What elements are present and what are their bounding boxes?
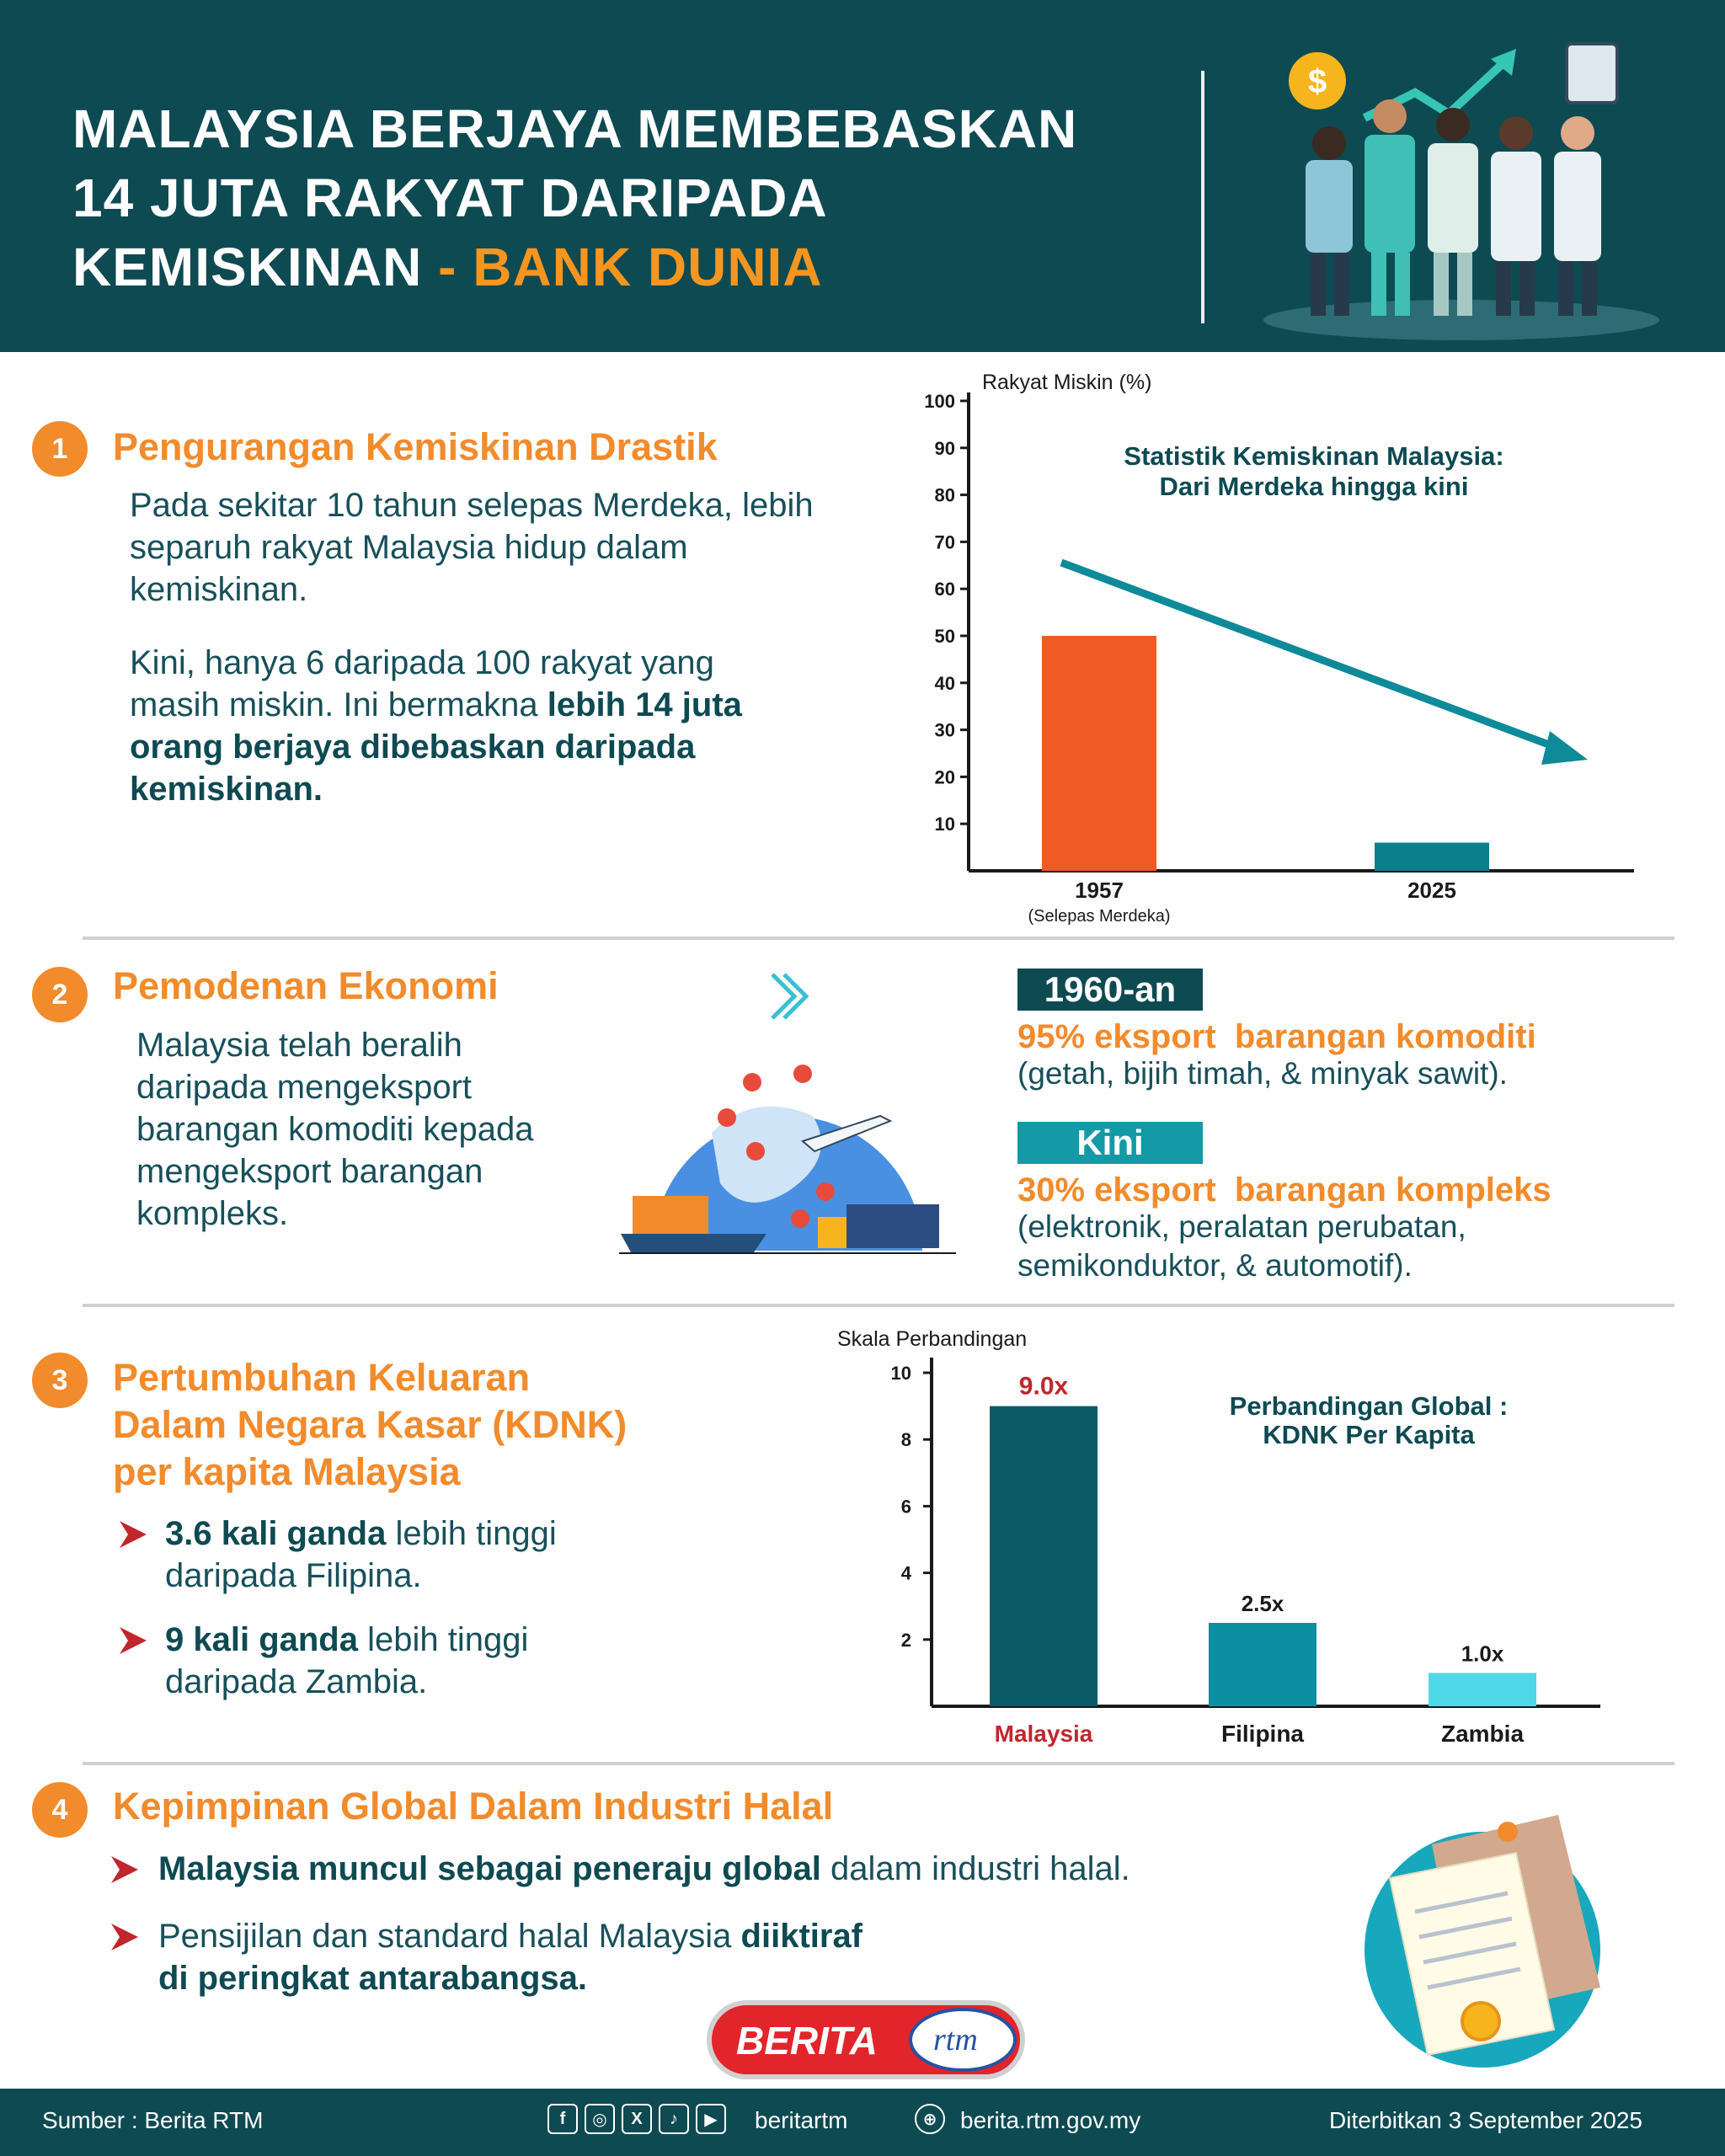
tiktok-icon[interactable]: ♪ [659, 2104, 689, 2134]
section-divider-1 [83, 937, 1674, 940]
x-tick-label: Zambia [1440, 1721, 1525, 1747]
globe-icon: ⊕ [915, 2104, 945, 2134]
y-tick-label: 10 [934, 814, 955, 835]
youtube-icon[interactable]: ▶ [696, 2104, 726, 2134]
section-2-para: Malaysia telah beralih daripada mengeksport barangan komoditi kepada mengeksport barangan kompleks. [136, 1027, 534, 1232]
data-label: 9.0x [1018, 1372, 1069, 1401]
header-divider [1201, 71, 1204, 323]
y-tick-label: 30 [934, 719, 955, 741]
export-kini-headline: 30% eksport barangan kompleks [1017, 1171, 1551, 1209]
era-tag-1960: 1960-an [1017, 969, 1203, 1011]
celebrating-people-illustration [1255, 34, 1668, 345]
section-2-title: Pemodenan Ekonomi [113, 964, 499, 1007]
bar-1957 [1042, 636, 1156, 871]
y-tick-label: 90 [934, 437, 955, 459]
section-3-title [113, 1354, 753, 1496]
instagram-icon[interactable]: ◎ [585, 2104, 615, 2134]
section-3-title-line-2: Dalam Negara Kasar (KDNK) [113, 1403, 628, 1446]
bullet-2-highlight: 9 kali ganda [165, 1621, 358, 1658]
title-line-1: MALAYSIA BERJAYA MEMBEBASKAN [72, 99, 1078, 159]
section-1-para-2 [130, 642, 787, 810]
section-3-bullet-1 [165, 1513, 755, 1597]
halal-bullet-1-highlight: Malaysia muncul sebagai peneraju global [158, 1850, 821, 1887]
chart-title-line-1: Perbandingan Global : [1229, 1391, 1509, 1421]
page-title [72, 94, 1167, 302]
y-tick-label: 40 [934, 672, 955, 694]
chevron-right-icon [118, 1519, 148, 1550]
title-line-3 [72, 232, 1167, 302]
svg-text:$: $ [1307, 63, 1327, 100]
x-tick-label: Malaysia [994, 1721, 1093, 1747]
chevron-right-icon [109, 1922, 140, 1952]
section-number-1: 1 [32, 421, 88, 477]
section-1-para-2-text: Kini, hanya 6 daripada 100 rakyat yang masih miskin. Ini bermakna [130, 644, 714, 723]
section-3-title-line-1: Pertumbuhan Keluaran [113, 1356, 531, 1399]
bullet-2-line-2: daripada Zambia. [165, 1663, 428, 1700]
footer-bar [0, 2089, 1725, 2156]
section-divider-3 [83, 1762, 1674, 1765]
berita-rtm-logo [706, 1998, 1026, 2082]
bar-zambia [1429, 1673, 1536, 1706]
y-tick-label: 2 [900, 1629, 911, 1651]
x-tick-label: Filipina [1221, 1721, 1304, 1747]
halal-bullet-2-highlight-2: di peringkat antarabangsa. [158, 1960, 588, 1997]
chevron-right-icon [109, 1854, 140, 1885]
era-tag-kini: Kini [1017, 1122, 1203, 1164]
section-1-title: Pengurangan Kemiskinan Drastik [113, 425, 718, 468]
y-tick-label: 10 [890, 1363, 911, 1384]
halal-bullet-1-text: dalam industri halal. [820, 1850, 1130, 1887]
section-1-para-2-highlight: lebih 14 juta orang berjaya dibebaskan daripada kemiskinan. [130, 686, 742, 808]
footer-published-date: Diterbitkan 3 September 2025 [1329, 2107, 1642, 2133]
y-tick-label: 100 [924, 391, 955, 412]
section-1-para-1: Pada sekitar 10 tahun selepas Merdeka, lebih separuh rakyat Malaysia hidup dalam kemiskinan. [130, 487, 814, 608]
title-line-2: 14 JUTA RAKYAT DARIPADA [72, 168, 828, 228]
chart-title-line-2: Dari Merdeka hingga kini [1159, 472, 1469, 501]
poverty-chart [910, 367, 1668, 931]
header-banner [0, 0, 1725, 352]
global-trade-illustration [619, 964, 956, 1255]
gdp-comparison-chart [825, 1322, 1617, 1769]
halal-bullet-2-text: Pensijilan dan standard halal Malaysia [158, 1918, 741, 1955]
logo-text-rtm: rtm [933, 2022, 978, 2057]
y-tick-label: 20 [934, 766, 955, 788]
section-3-bullet-2 [165, 1619, 755, 1703]
title-line-3a: KEMISKINAN [72, 237, 423, 297]
section-number-2: 2 [32, 967, 88, 1022]
y-axis-label: Skala Perbandingan [837, 1327, 1028, 1351]
data-label: 1.0x [1461, 1641, 1504, 1667]
y-tick-label: 8 [900, 1429, 911, 1451]
chart-title-line-2: KDNK Per Kapita [1263, 1420, 1475, 1449]
footer-website[interactable]: berita.rtm.gov.my [960, 2107, 1141, 2133]
y-tick-label: 60 [934, 579, 955, 600]
bullet-1-text: lebih tinggi [386, 1515, 557, 1552]
section-number-3: 3 [32, 1353, 88, 1408]
section-4-bullet-1 [158, 1848, 1338, 1890]
bar-2025 [1375, 843, 1489, 871]
export-1960-headline: 95% eksport barangan komoditi [1017, 1018, 1536, 1055]
x-icon[interactable]: X [622, 2104, 652, 2134]
bullet-1-highlight: 3.6 kali ganda [165, 1515, 387, 1552]
halal-bullet-2-highlight-1: diiktiraf [740, 1918, 863, 1955]
y-tick-label: 6 [900, 1496, 911, 1518]
x-tick-label: 2025 [1407, 878, 1456, 903]
facebook-icon[interactable]: f [547, 2104, 578, 2134]
x-tick-sublabel: (Selepas Merdeka) [1028, 907, 1171, 926]
y-tick-label: 70 [934, 531, 955, 553]
y-tick-label: 50 [934, 626, 955, 647]
bar-filipina [1209, 1623, 1316, 1706]
section-number-4: 4 [32, 1782, 88, 1838]
bullet-1-line-2: daripada Filipina. [165, 1557, 422, 1594]
footer-social-handle[interactable]: beritartm [755, 2107, 848, 2133]
data-label: 2.5x [1241, 1591, 1284, 1616]
section-3-title-line-3: per kapita Malaysia [113, 1450, 461, 1493]
trend-arrow-head [1541, 731, 1588, 765]
footer-source: Sumber : Berita RTM [42, 2107, 264, 2133]
logo-text-berita: BERITA [736, 2019, 878, 2063]
bullet-2-text: lebih tinggi [357, 1621, 529, 1658]
y-axis-label: Rakyat Miskin (%) [982, 371, 1152, 394]
title-source: - BANK DUNIA [422, 237, 823, 297]
certificate-document-illustration [1356, 1794, 1609, 2072]
y-tick-label: 4 [900, 1562, 911, 1584]
export-kini-detail: (elektronik, peralatan perubatan, semikonduktor, & automotif). [1017, 1209, 1466, 1283]
chart-title-line-1: Statistik Kemiskinan Malaysia: [1124, 441, 1504, 471]
export-1960-detail: (getah, bijih timah, & minyak sawit). [1017, 1056, 1508, 1091]
chevron-right-icon [118, 1625, 148, 1656]
section-4-title: Kepimpinan Global Dalam Industri Halal [113, 1785, 834, 1828]
section-divider-2 [83, 1304, 1674, 1307]
x-tick-label: 1957 [1075, 878, 1124, 903]
section-4-bullet-2 [158, 1915, 1085, 1999]
y-tick-label: 80 [934, 484, 955, 506]
bar-malaysia [990, 1406, 1097, 1706]
